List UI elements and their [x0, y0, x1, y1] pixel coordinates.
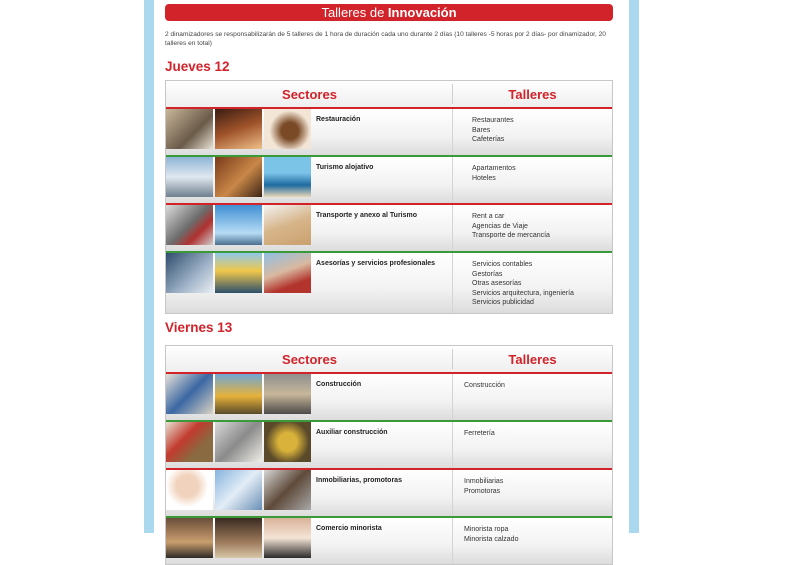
workshop-list [472, 116, 514, 145]
photo-shopper [264, 518, 311, 558]
column-divider [452, 422, 453, 468]
workshop-item: Inmobiliarias [464, 478, 504, 485]
schedule-table-day1 [165, 80, 613, 314]
workshop-item: Servicios contables [472, 261, 533, 268]
workshop-list [464, 525, 518, 544]
workshop-list [464, 381, 505, 391]
workshop-item: Hoteles [472, 174, 496, 182]
sector-photos [166, 374, 311, 414]
workshop-list [472, 260, 574, 308]
workshop-list [464, 477, 503, 496]
page-title [165, 4, 613, 21]
photo-shop-front [166, 518, 213, 558]
photo-building-construction [264, 374, 311, 414]
photo-store-interior [215, 518, 262, 558]
photo-tools [166, 422, 213, 462]
sector-name: Asesorías y servicios profesionales [316, 260, 436, 267]
intro-text: 2 dinamizadores se responsabilizarán de 5 talleres de 1 hora de duración cada uno durante 2 días (10 talleres -5 horas por 2 días- por dinamizador, 20 talleres en total) [165, 31, 606, 47]
photo-restaurant-interior [166, 109, 213, 149]
table-row [166, 155, 612, 203]
workshop-item: Apartamentos [472, 165, 516, 172]
photo-office-work [166, 253, 213, 293]
workshop-item: Transporte de mercancía [472, 232, 550, 239]
sector-photos [166, 109, 311, 149]
table-row [166, 251, 612, 313]
workshop-item: Ferretería [464, 430, 495, 437]
table-row [166, 420, 612, 468]
right-border-bar [629, 0, 639, 533]
photo-consultants [264, 253, 311, 293]
day-label-viernes: Viernes 13 [165, 320, 233, 335]
column-divider [452, 518, 453, 564]
workshop-item: Promotoras [464, 487, 501, 495]
workshop-item: Servicios arquitectura, ingeniería [472, 289, 574, 297]
workshop-item: Gestorías [472, 270, 503, 278]
workshop-item: Agencias de Viaje [472, 222, 528, 230]
photo-blueprints [166, 374, 213, 414]
sector-name: Restauración [316, 116, 361, 123]
workshop-item: Cafeterías [472, 136, 505, 143]
header-sectors: Sectores [282, 87, 337, 102]
workshop-item: Minorista calzado [464, 535, 519, 543]
workshop-list [464, 429, 495, 439]
workshop-item: Rent a car [472, 213, 505, 220]
column-divider [452, 253, 453, 313]
header-sectors: Sectores [282, 352, 337, 367]
table-header [166, 81, 612, 109]
left-border-bar [144, 0, 154, 533]
photo-plans [215, 470, 262, 510]
sector-name: Transporte y anexo al Turismo [316, 212, 418, 219]
column-divider [452, 470, 453, 516]
workshop-item: Construcción [464, 382, 505, 389]
title-bold: Innovación [387, 5, 457, 20]
sector-photos [166, 205, 311, 245]
workshop-item: Servicios publicidad [472, 299, 534, 306]
column-divider [452, 157, 453, 203]
sector-photos [166, 157, 311, 197]
sector-name: Comercio minorista [316, 525, 382, 532]
photo-engineers [215, 253, 262, 293]
column-divider [452, 374, 453, 420]
photo-keys [264, 470, 311, 510]
sector-photos [166, 470, 311, 510]
title-prefix: Talleres de [321, 5, 388, 20]
sector-photos [166, 422, 311, 462]
table-header [166, 346, 612, 374]
table-row [166, 109, 612, 155]
schedule-table-day2 [165, 345, 613, 565]
sector-name: Turismo alojativo [316, 164, 374, 171]
table-row [166, 203, 612, 251]
workshop-item: Otras asesorías [472, 280, 522, 287]
photo-car-key [166, 205, 213, 245]
document-page [154, 0, 629, 543]
workshop-list [472, 212, 550, 241]
table-row [166, 374, 612, 420]
workshop-item: Restaurantes [472, 117, 514, 124]
header-workshops: Talleres [508, 352, 557, 367]
table-row [166, 516, 612, 564]
workshop-list [472, 164, 516, 183]
photo-hotel-building [166, 157, 213, 197]
workshop-item: Minorista ropa [464, 526, 509, 533]
photo-pool [264, 157, 311, 197]
photo-bar [215, 109, 262, 149]
photo-hotel-room [215, 157, 262, 197]
sector-name: Auxiliar construcción [316, 429, 388, 436]
day-label-jueves: Jueves 12 [165, 59, 230, 74]
table-row [166, 468, 612, 516]
photo-woman-house [166, 470, 213, 510]
photo-boxes [264, 205, 311, 245]
photo-excavator [215, 374, 262, 414]
column-divider [452, 109, 453, 155]
header-workshops: Talleres [508, 87, 557, 102]
sector-name: Inmobiliarias, promotoras [316, 477, 402, 484]
column-divider [452, 205, 453, 251]
photo-coffee-cup [264, 109, 311, 149]
photo-nuts-bolts [264, 422, 311, 462]
sector-name: Construcción [316, 381, 362, 388]
sector-photos [166, 518, 311, 558]
photo-airplane [215, 205, 262, 245]
photo-paint-brush [215, 422, 262, 462]
workshop-item: Bares [472, 126, 491, 134]
sector-photos [166, 253, 311, 293]
